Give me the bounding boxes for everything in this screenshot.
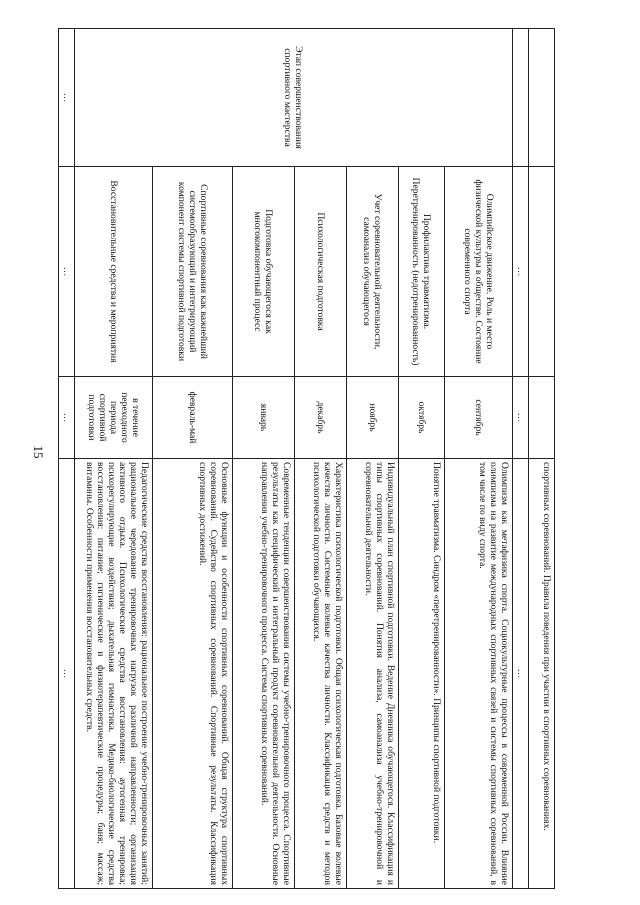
topic-cell: Подготовка обучающегося как многокомпонентный процесс — [232, 167, 294, 377]
dots-cell: … — [512, 459, 528, 889]
content-cell: Олимпизм как метафизика спорта. Социокультурные процессы в современной России. Влияние олимпизма на развитие международных спортивных связей и системы спортивных соревнований, в том числе по виду спорта. — [444, 459, 512, 889]
dots-cell: … — [512, 167, 528, 377]
topic-cell: Восстановительные средства и мероприятия — [74, 167, 152, 377]
table-row-dots — [58, 29, 74, 889]
topic-cell: Профилактика травматизма. Перетренированность (недотренированность) — [398, 167, 444, 377]
cell-blank — [529, 29, 555, 167]
dots-cell: … — [512, 377, 528, 459]
page-number: 15 — [31, 445, 46, 459]
period-cell: октябрь — [398, 377, 444, 459]
topic-cell: Учет соревновательной деятельности, самоанализ обучающегося — [346, 167, 398, 377]
dots-cell: … — [58, 29, 74, 167]
topic-cell: Спортивные соревнования как важнейший системообразующий и интегрирующий компонент системы спортивной подготовки — [152, 167, 232, 377]
table-row-top — [529, 29, 555, 889]
cell-blank — [512, 29, 528, 167]
content-cell: Понятие травматизма. Синдром «перетренированности». Принципы спортивной подготовки. — [398, 459, 444, 889]
topic-cell: Олимпийское движение. Роль и место физической культуры в обществе. Состояние современного спорта — [444, 167, 512, 377]
dots-cell: … — [58, 377, 74, 459]
period-cell: сентябрь — [444, 377, 512, 459]
dots-cell: … — [58, 167, 74, 377]
table-row — [444, 29, 512, 889]
period-cell: январь — [232, 377, 294, 459]
top-content-cell: спортивных соревнований. Правила поведения при участии в спортивных соревнованиях. — [529, 459, 555, 889]
stage-cell: Этап совершенствования спортивного мастерства — [74, 29, 512, 167]
period-cell: ноябрь — [346, 377, 398, 459]
cell-blank — [529, 167, 555, 377]
content-cell: Характеристика психологической подготовки. Общая психологическая подготовка. Базовые волевые качества личности. Системные волевые качества личности. Классификация средств и методов психологической подготовки обучающихся. — [294, 459, 346, 889]
period-cell: февраль-май — [152, 377, 232, 459]
period-cell: в течение переходного периода спортивной подготовки — [74, 377, 152, 459]
content-cell: Индивидуальный план спортивной подготовки. Ведение Дневника обучающегося. Классификация и типы спортивных соревнований. Понятия анализа, самоанализа учебно-тренировочной и соревновательной деятельности. — [346, 459, 398, 889]
rotated-table-wrapper — [60, 28, 555, 888]
table-row-dots — [512, 29, 528, 889]
cell-blank — [529, 377, 555, 459]
content-cell: Современные тенденции совершенствования системы учебно-тренировочного процесса. Спортивные результаты как специфический и интегральный продукт соревновательной деятельности. Основные направления учебно-тренировочного процесса. Система спортивных соревнований. — [232, 459, 294, 889]
period-cell: декабрь — [294, 377, 346, 459]
topic-cell: Психологическая подготовка — [294, 167, 346, 377]
content-cell: Педагогические средства восстановления: рациональное построение учебно-тренировочных занятий; рациональное чередование тренировочных нагрузок различной направленности; организация активного отдыха. Психологические средства восстановления: аутогенная тренировка; психорегулирующие воздействия; дыхательная гимнастика. Медико-биологические средства восстановления: питание; гигиенические и физиотерапевтические процедуры; баня; массаж; витамины. Особенности применения восстановительных средств. — [74, 459, 152, 889]
curriculum-table — [58, 28, 555, 889]
content-cell: Основные функции и особенности спортивных соревнований. Общая структура спортивных соревнований. Судейство спортивных соревнований. Спортивные результаты. Классификация спортивных достижений. — [152, 459, 232, 889]
dots-cell: … — [58, 459, 74, 889]
